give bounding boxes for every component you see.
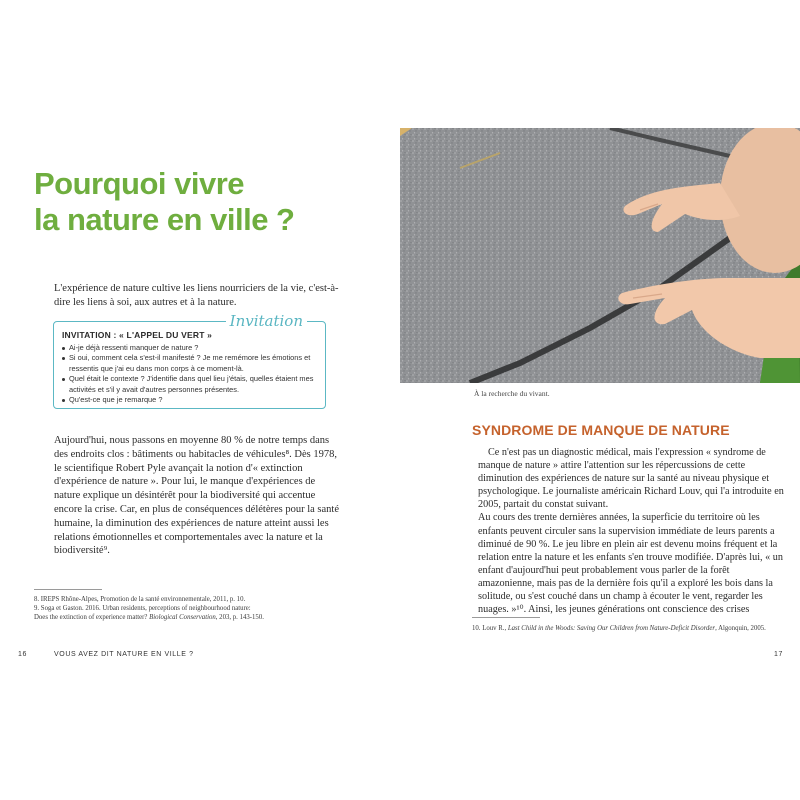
footnote-9-line1: 9. Soga et Gaston. 2016. Urban residents, perceptions of neighbourhood nature: xyxy=(34,605,251,612)
invitation-list xyxy=(62,343,317,405)
invitation-box xyxy=(53,312,326,409)
invitation-item: Quel était le contexte ? J'identifie dans quel lieu j'étais, quelles étaient mes xyxy=(62,374,317,384)
invitation-item: Si oui, comment cela s'est-il manifesté ? Je me remémore les émotions et xyxy=(62,353,317,363)
chapter-title xyxy=(34,166,294,238)
section-paragraph-2: Au cours des trente dernières années, la superficie du territoire où les enfants peuvent circuler sans la supervision immédiate de leurs parents a diminué de 90 %. Le jeu libre en plein air est devenu moins fréquent et la relation entre la nature et les enfants s'en trouve modifiée. D'après lui, « un enfant d'aujourd'hui peut probablement vous parler de la forêt amazonienne, mais pas de la dernière fois qu'il a exploré les bois dans la solitude, ou s'est couché dans un champ à écouter le vent, regarder les nuages. »¹⁰. Ainsi, les jeunes générations ont conscience des crises xyxy=(478,512,783,616)
footnotes xyxy=(34,595,364,622)
section-body xyxy=(478,446,784,616)
photo-caption: À la recherche du vivant. xyxy=(474,389,550,398)
chapter-title-line1: Pourquoi vivre xyxy=(34,166,245,201)
section-title: SYNDROME DE MANQUE DE NATURE xyxy=(472,422,730,438)
footnote-10 xyxy=(472,624,792,633)
footnote-8: 8. IREPS Rhône-Alpes, Promotion de la santé environnementale, 2011, p. 10. xyxy=(34,596,246,603)
running-head: VOUS AVEZ DIT NATURE EN VILLE ? xyxy=(54,651,194,658)
footnote-9-pages: , 203, p. 143-150. xyxy=(215,614,264,621)
footnote-9-line2 xyxy=(34,613,364,622)
intro-paragraph: L'expérience de nature cultive les liens nourriciers de la vie, c'est-à-dire les liens à soi, aux autres et à la nature. xyxy=(54,283,339,308)
invitation-heading: INVITATION : « L'APPEL DU VERT » xyxy=(62,330,213,340)
invitation-item: Ai-je déjà ressenti manquer de nature ? xyxy=(62,343,317,353)
page-number-left: 16 xyxy=(18,651,27,658)
body-paragraph: Aujourd'hui, nous passons en moyenne 80 % de notre temps dans des endroits clos : bâtiments ou habitacles de véhicules⁸. Dès 1978, le scientifique Robert Pyle avançait la notion d'« extinction d'expérience de nature ». Pour lui, le manque d'expériences de nature explique un désintérêt pour la biodiversité qui accentue encore la crise. Car, en plus de conséquences délétères pour la santé humaine, la diminution des expériences de nature atteint aussi les relations émotionnelles et comportementales avec la nature et la biodiversité⁹. xyxy=(54,435,339,557)
footnote-10-publisher: , Algonquin, 2005. xyxy=(715,625,766,632)
invitation-item: Qu'est-ce que je remarque ? xyxy=(62,395,317,405)
section-paragraph-1: Ce n'est pas un diagnostic médical, mais l'expression « syndrome de manque de nature » attire l'attention sur les répercussions de cette diminution des expériences de nature sur la santé au niveau physique et psychologique. Le journaliste américain Richard Louv, qui l'a introduite en 2005, partait du constat suivant. xyxy=(478,447,784,511)
chapter-title-line2: la nature en ville ? xyxy=(34,202,295,237)
invitation-tag: Invitation xyxy=(226,313,307,329)
footnote-rule xyxy=(34,589,102,590)
invitation-item-continued: ressentis que j'ai eu dans mon corps à ce moment-là. xyxy=(69,363,244,373)
page-number-right: 17 xyxy=(774,651,783,658)
footnote-9-text: Does the extinction of experience matter? xyxy=(34,614,150,621)
right-page xyxy=(400,0,800,800)
footnote-9-journal: Biological Conservation xyxy=(149,614,216,621)
footnote-rule-right xyxy=(472,617,540,618)
child-hands-photo xyxy=(400,128,800,383)
footnote-10-author: 10. Louv R., xyxy=(472,625,508,632)
footnote-10-text xyxy=(472,624,792,633)
footnote-10-book-title: Last Child in the Woods: Saving Our Children from Nature-Deficit Disorder xyxy=(507,625,716,632)
invitation-item-continued: activités et s'il y avait d'autres personnes présentes. xyxy=(69,384,240,394)
